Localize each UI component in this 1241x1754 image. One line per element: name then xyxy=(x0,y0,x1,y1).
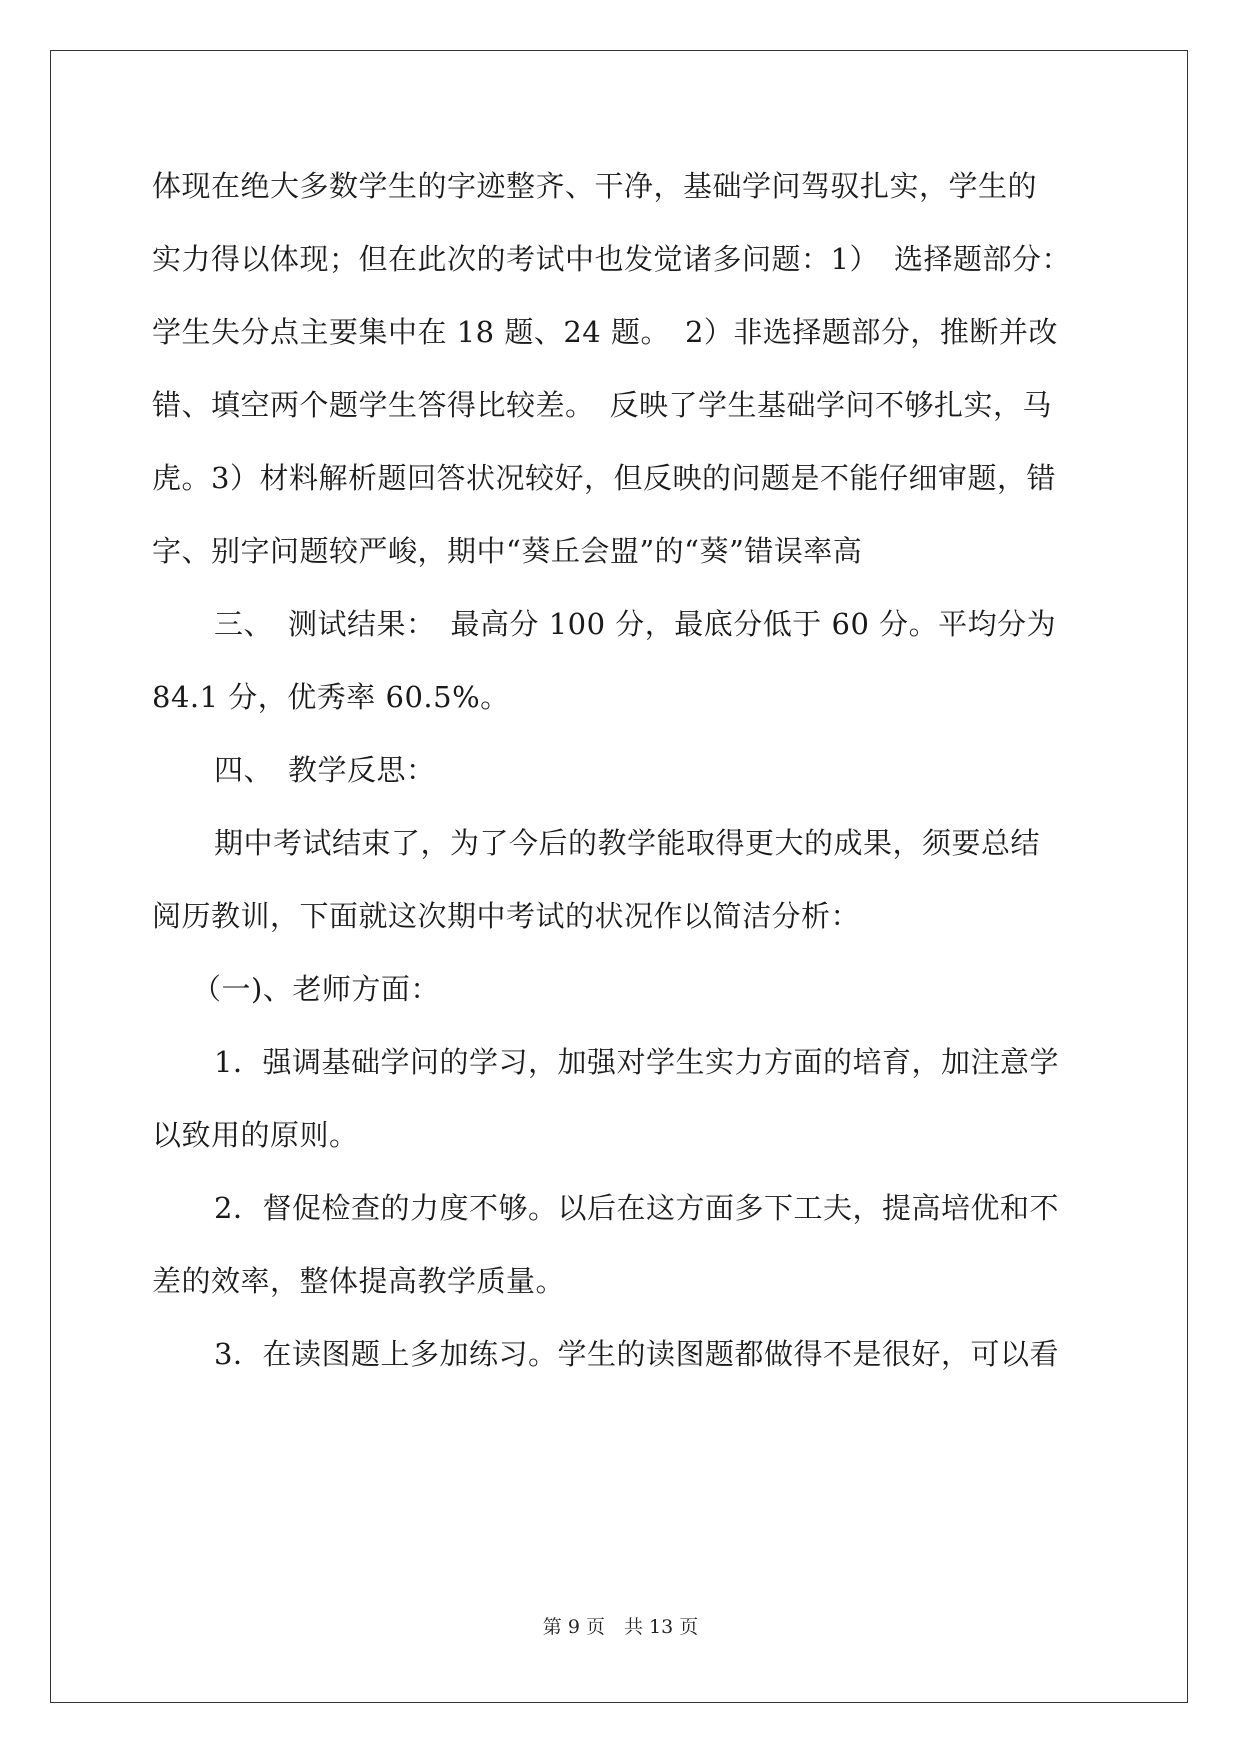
text-line: 84.1 分，优秀率 60.5%。 xyxy=(152,680,510,714)
subsection-heading-teacher: （一)、老师方面： xyxy=(192,972,440,1006)
text-line: 2．督促检查的力度不够。以后在这方面多下工夫，提高培优和不 xyxy=(214,1191,1059,1225)
page-number: 第 9 页 共 13 页 xyxy=(542,1616,699,1638)
text-line: 期中考试结束了，为了今后的教学能取得更大的成果，须要总结 xyxy=(214,826,1041,860)
section-heading-results: 三、 测试结果： 最高分 100 分，最底分低于 60 分。平均分为 xyxy=(214,607,1057,641)
text-line: 1．强调基础学问的学习，加强对学生实力方面的培育，加注意学 xyxy=(214,1045,1059,1079)
text-line: 错、填空两个题学生答得比较差。 反映了学生基础学问不够扎实，马 xyxy=(152,388,1053,422)
text-line: 学生失分点主要集中在 18 题、24 题。 2）非选择题部分，推断并改 xyxy=(152,315,1058,349)
section-heading-reflection: 四、 教学反思： xyxy=(214,753,436,787)
page-border xyxy=(50,50,1188,1703)
text-line: 体现在绝大多数学生的字迹整齐、干净，基础学问驾驭扎实，学生的 xyxy=(152,169,1038,203)
text-line: 实力得以体现；但在此次的考试中也发觉诸多问题：1） 选择题部分： xyxy=(152,242,1071,276)
text-line: 虎。3）材料解析题回答状况较好，但反映的问题是不能仔细审题，错 xyxy=(152,461,1056,495)
text-line: 差的效率，整体提高教学质量。 xyxy=(152,1264,566,1298)
text-line: 3．在读图题上多加练习。学生的读图题都做得不是很好，可以看 xyxy=(214,1337,1059,1371)
text-line: 以致用的原则。 xyxy=(152,1118,359,1152)
text-line: 字、别字问题较严峻，期中“葵丘会盟”的“葵”错误率高 xyxy=(152,534,863,568)
text-line: 阅历教训，下面就这次期中考试的状况作以简洁分析： xyxy=(152,899,861,933)
